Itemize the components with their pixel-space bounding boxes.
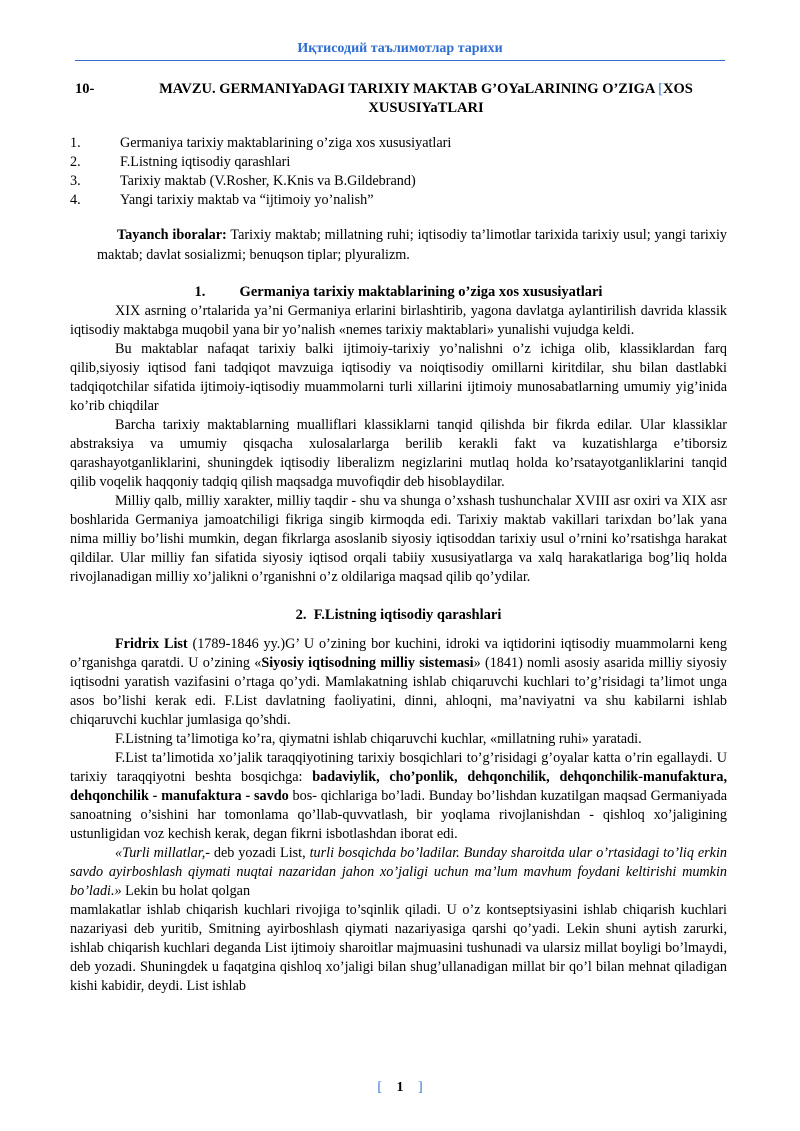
plan-text: Yangi tarixiy maktab va “ijtimoiy yo’nalish” — [120, 192, 374, 208]
keywords-text: Tarixiy maktab; millatning ruhi; iqtisodiy ta’limotlar tarixida tarixiy usul; yangi tarixiy maktab; davlat sosializmi; benuqson tiplar; plyuralizm. — [97, 227, 727, 263]
plan-item — [70, 153, 727, 172]
paragraph: F.Listning ta’limotiga ko’ra, qiymatni ishlab chiqaruvchi kuchlar, «millatning ruhi» yaratadi. — [115, 731, 642, 747]
paragraph — [70, 844, 727, 901]
book-title: Siyosiy iqtisodning milliy sistemasi — [261, 655, 474, 671]
keywords-paragraph — [97, 226, 727, 265]
section1-heading — [70, 283, 727, 302]
header-title: Иқтисодий таълимотлар тарихи — [297, 41, 503, 56]
plan-number: 1. — [70, 135, 81, 151]
paragraph: Bu maktablar nafaqat tarixiy balki ijtimoiy-tarixiy yo’nalishni o’z ichiga olib, klassiklardan farq qilib,siyosiy iqtisod fani tadqiqot mavzuiga iqtisodiy va noiqtisodiy omillarni kiritdilar, shu bilan dastlabki tadqiqotchilar sifatida ijtimoiy-iqtisodiy muammolarni turli xillarini ijtimoiy munosabatlarning umumiy yig’inida ko’rib chiqdilar — [70, 341, 727, 414]
plan-item — [70, 172, 727, 191]
plan-number: 2. — [70, 154, 81, 170]
section2-number: 2. — [295, 607, 307, 623]
text-run: Lekin bu holat qolgan — [121, 883, 251, 899]
topic-number: 10- — [75, 81, 95, 97]
topic-title-xos: XOS — [663, 81, 693, 97]
quote-part: turli bosqichda bo’ladilar. Bunday sharoitda ular o’rtasidagi to’liq erkin savdo ayirboshlash qiymati nuqtai nazaridan jahon xo’jaligi uchun ma’lum mavhum foydani keltirishi mumkin bo’ladi.» — [70, 845, 727, 899]
topic-title-line2: XUSUSIYaTLARI — [368, 100, 484, 116]
section1-title: Germaniya tarixiy maktablarining o’ziga xos xususiyatlari — [239, 284, 603, 300]
section2-title: F.Listning iqtisodiy qarashlari — [313, 607, 502, 623]
page-number: 1 — [396, 1080, 404, 1095]
plan-list — [70, 134, 727, 210]
running-header — [75, 40, 725, 61]
document-body — [70, 80, 727, 996]
text-run: F.List ta’limotida xo’jalik taraqqiyotining tarixiy bosqichlari to’g’risidagi g’oyalar katta o’rin egallaydi. U tarixiy taraqqiyotni beshta bosqichga: — [70, 750, 727, 785]
quote-part: «Turli millatlar, — [115, 845, 206, 861]
footer-bracket-close: ] — [418, 1080, 423, 1095]
plan-item — [70, 191, 727, 210]
page-footer — [0, 1080, 800, 1096]
paragraph: Milliy qalb, milliy xarakter, milliy taqdir - shu va shunga o’xshash tushunchalar XVIII asr oxiri va XIX asr boshlarida Germaniya jamoatchiligi fikriga singib kirmoqda edi. Tarixiy maktab vakillari tarixdan bo’lak yana nima milliy bo’lishi mumkin, degan fikrlarga asoslanib siyosiy iqtisoddan tarixiy usul o’rnini ko’rsatishga harakat qildilar. Ular milliy fan sifatida siyosiy iqtisod orqali tabiiy xususiyatlarga va xalq harakatlariga bog’liq holda rivojlanadigan milliy xo’jalikni o’rganishni o’z oldilariga maqsad qilib qo’ydilar. — [70, 493, 727, 585]
paragraph — [70, 635, 727, 730]
plan-text: Germaniya tarixiy maktablarining o’ziga xos xususiyatlari — [120, 135, 452, 151]
paragraph: XIX asrning o’rtalarida ya’ni Germaniya erlarini birlashtirib, yagona davlatga aylantirilish davrida klassik iqtisodiy maktabga muqobil yana bir yo’nalish «nemes tarixiy maktablari» yunalishi vujudga keldi. — [70, 303, 727, 338]
paragraph: Barcha tarixiy maktablarning mualliflari klassiklarni tanqid qilishda bir fikrda edilar. Ular klassiklar abstraksiya va umumiy qisqacha xulosalarlarga berilib kerakli fakt va kuzatishlarga e’tiborsiz qarashayotganliklarini, shuningdek iqtisodiy liberalizm negizlarini mutlaq holda ko’rsatayotganliklarini tanqid qilib voqelik haqqoniy tadqiq qilish maqsadga muvofiqdir deb hisoblaydilar. — [70, 417, 727, 490]
plan-number: 3. — [70, 173, 81, 189]
plan-text: Tarixiy maktab (V.Rosher, K.Knis va B.Gildebrand) — [120, 173, 416, 189]
section1-number: 1. — [194, 284, 206, 300]
topic-heading — [70, 80, 727, 118]
paragraph — [70, 749, 727, 844]
bracket-mark: [ — [658, 81, 664, 97]
text-run: (1789-1846 yy.)G’ U o’zining bor kuchini, idroki va iqtidorini iqtisodiy muammolarni keng o’rganishga qaratdi. U o’zining « — [70, 636, 727, 671]
topic-title — [125, 80, 727, 118]
footer-bracket-open: [ — [377, 1080, 382, 1095]
text-run: bos- qichlariga bo’ladi. Bunday bo’lishdan kuzatilgan maqsad Germaniyada sanoatning o’sishini har tomonlama qo’llab-quvvatlash, bir yoqlama rivojlanishdan - qishloq xo’jaligining ustunligidan voz kechish kerak, degan fikrni isbotlashdan iborat edi. — [70, 788, 727, 842]
paragraph: mamlakatlar ishlab chiqarish kuchlari rivojiga to’sqinlik qiladi. U o’z kontseptsiyasini ishlab chiqarish kuchlari nazariyasi deb yuritib, Smitning ayirboshlash qiymati nazariyasiga qarshi qo’yadi. Lekin shuni aytish zarurki, ishlab chiqarish kuchlari deganda List ijtimoiy sharoitlar majmuasini tushunadi va ularsiz millat boyligi bo’lmaydi, deb yozadi. Shuningdek u faqatgina qishloq xo’jaligi bilan shug’ullanadigan millat bir qo’l bilan mehnat qiladigan kishi kabidir, deydi. List ishlab — [70, 902, 727, 994]
text-run: » (1841) nomli asosiy asarida milliy siyosiy iqtisodni yaratish vazifasini o’rtaga qo’ydi. Mamlakatning ishlab chiqaruvchi kuchlari to’g’risidagi ta’limot unga asos bo’lishi kerak edi. F.List davlatning faoliyatini, dinni, ahloqni, ma’naviyatni va shu kabilarni ishlab chiqaruvchi kuchlar jumlasiga qo’shdi. — [70, 655, 727, 728]
text-run: - deb yozadi List, — [205, 845, 310, 861]
keywords-label: Tayanch iboralar: — [117, 227, 227, 243]
stages-list: badaviylik, cho’ponlik, dehqonchilik, dehqonchilik-manufaktura, dehqonchilik - manufaktura - savdo — [70, 769, 727, 804]
plan-text: F.Listning iqtisodiy qarashlari — [120, 154, 291, 170]
person-name: Fridrix List — [115, 636, 188, 652]
plan-item — [70, 134, 727, 153]
section2-heading — [70, 606, 727, 625]
topic-title-line1: MAVZU. GERMANIYaDAGI TARIXIY MAKTAB G’OYaLARINING O’ZIGA — [159, 81, 655, 97]
plan-number: 4. — [70, 192, 81, 208]
